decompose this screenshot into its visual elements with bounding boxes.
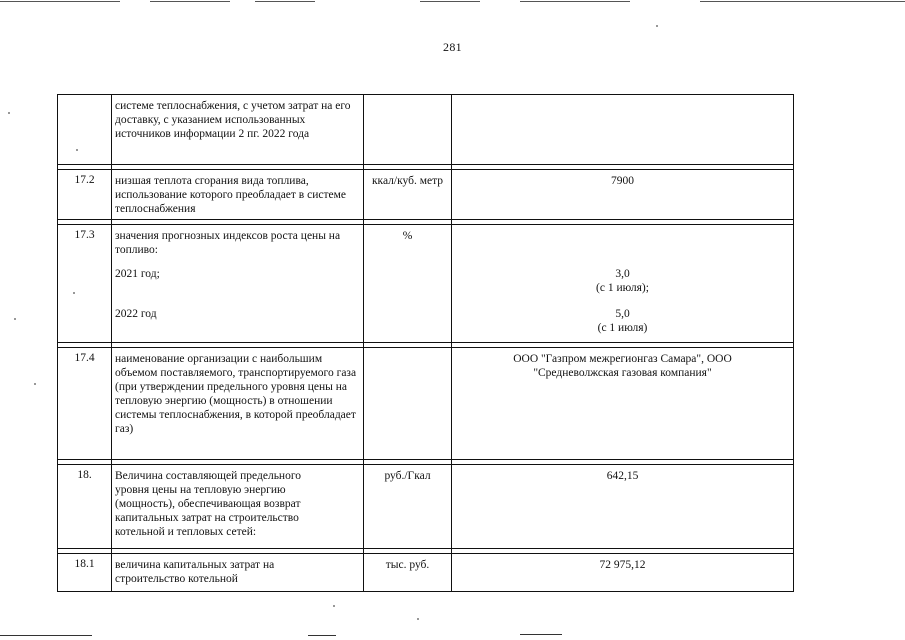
table-row [58,170,794,220]
row-description: системе теплоснабжения, с учетом затрат на его доставку, с указанием использованных источников информации 2 пг. 2022 года [112,95,364,165]
scan-edge-bottom [0,633,905,639]
row-value [452,95,794,165]
row-value: 642,15 [452,465,794,549]
row-number: 17.3 [58,225,112,343]
row-description: Величина составляющей предельного уровня цены на тепловую энергию (мощность), обеспечивающая возврат капитальных затрат на строительство котельной и тепловых сетей: [112,465,364,549]
row-description-text: значения прогнозных индексов роста цены на топливо: [115,230,341,256]
table-row [58,225,794,343]
row-value: 72 975,12 [452,554,794,592]
sub-year-label: 2021 год; [115,268,160,280]
table-row [58,465,794,549]
row-description: величина капитальных затрат на строительство котельной [112,554,364,592]
row-unit [364,95,452,165]
table-row [58,95,794,165]
table-row [58,348,794,460]
data-table [57,94,794,592]
sub-value-note: (с 1 июля); [596,282,649,294]
row-description: наименование организации с наибольшим объемом поставляемого, транспортируемого газа (при утверждении предельного уровня цены на тепловую энергию (мощность) в отношении системы теплоснабжения, в которой преобладает газ) [112,348,364,460]
row-value: 7900 [452,170,794,220]
row-number: 18. [58,465,112,549]
row-number: 18.1 [58,554,112,592]
scan-edge-top [0,0,905,4]
row-unit: ккал/куб. метр [364,170,452,220]
table-row [58,554,794,592]
sub-year-label: 2022 год [115,308,157,320]
page-number: 281 [443,40,462,54]
row-description: низшая теплота сгорания вида топлива, использование которого преобладает в системе теплоснабжения [112,170,364,220]
row-number: 17.4 [58,348,112,460]
row-unit: руб./Гкал [364,465,452,549]
sub-value: 3,0 [615,268,630,280]
row-number: 17.2 [58,170,112,220]
row-unit [364,348,452,460]
row-value [452,225,794,343]
row-unit: % [364,225,452,343]
sub-value: 5,0 [615,308,630,320]
sub-value-note: (с 1 июля) [597,322,648,334]
row-description [112,225,364,343]
row-value: ООО "Газпром межрегионгаз Самара", ООО "Средневолжская газовая компания" [452,348,794,460]
row-unit: тыс. руб. [364,554,452,592]
row-number [58,95,112,165]
